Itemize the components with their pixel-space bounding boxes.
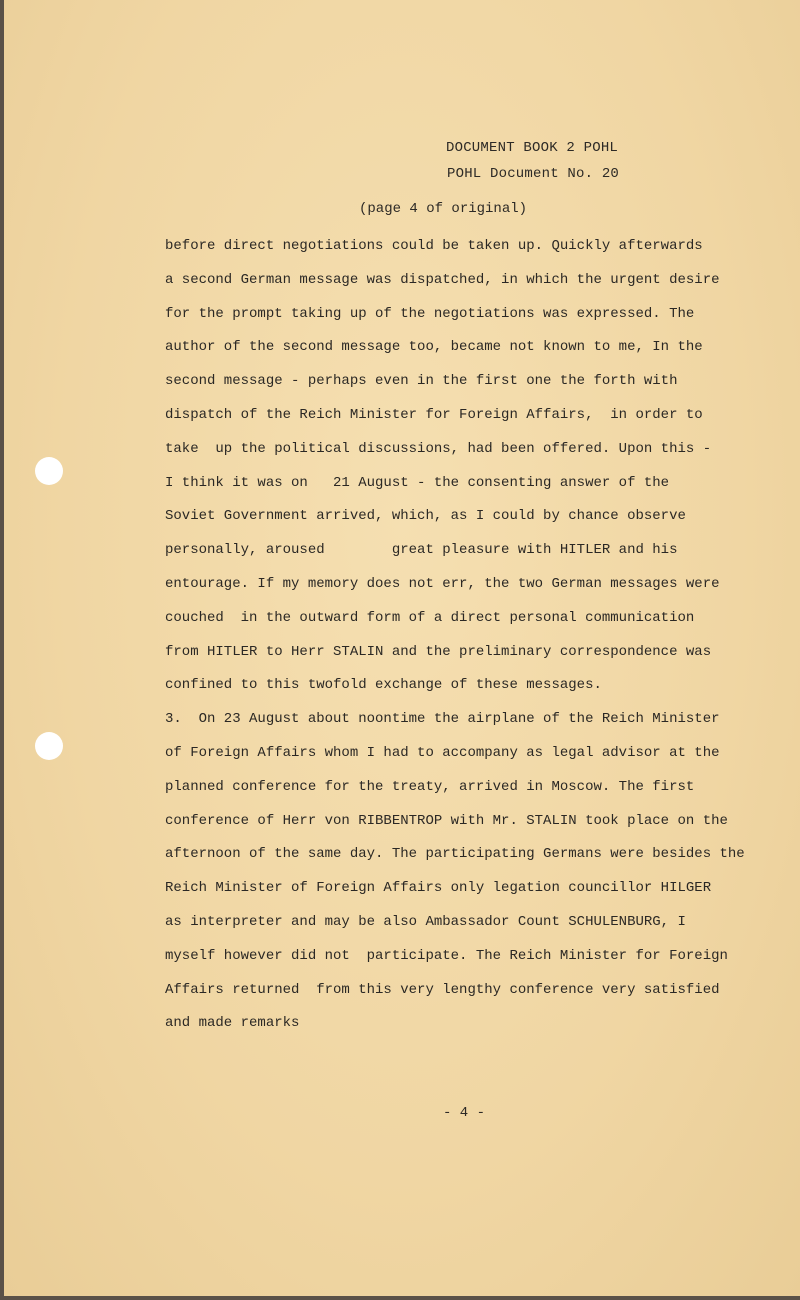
text-line: as interpreter and may be also Ambassador Count SCHULENBURG, I [165, 913, 686, 930]
document-number-label: POHL Document No. 20 [447, 166, 620, 182]
text-line: of Foreign Affairs whom I had to accompany as legal advisor at the [165, 744, 720, 761]
text-line: Reich Minister of Foreign Affairs only legation councillor HILGER [165, 880, 712, 897]
text-line: 3. On 23 August about noontime the airplane of the Reich Minister [165, 711, 720, 728]
text-line: myself however did not participate. The Reich Minister for Foreign [165, 947, 728, 964]
text-line: planned conference for the treaty, arrived in Moscow. The first [165, 778, 695, 795]
text-line: Affairs returned from this very lengthy conference very satisfied [165, 981, 720, 998]
document-book-label: DOCUMENT BOOK 2 POHL [446, 140, 619, 156]
text-line: couched in the outward form of a direct personal communication [165, 609, 695, 626]
text-line: from HITLER to Herr STALIN and the preliminary correspondence was [165, 643, 712, 660]
document-page [4, 0, 800, 1296]
text-line: I think it was on 21 August - the consenting answer of the [165, 474, 670, 491]
punch-hole [35, 457, 63, 485]
text-line: confined to this twofold exchange of these messages. [165, 677, 602, 694]
text-line: entourage. If my memory does not err, the two German messages were [165, 575, 720, 592]
text-line: for the prompt taking up of the negotiations was expressed. The [165, 305, 695, 322]
text-line: author of the second message too, became not known to me, In the [165, 339, 703, 356]
text-line: conference of Herr von RIBBENTROP with Mr. STALIN took place on the [165, 812, 728, 829]
text-line: dispatch of the Reich Minister for Foreign Affairs, in order to [165, 406, 703, 423]
text-line: and made remarks [165, 1015, 300, 1032]
text-line: personally, aroused great pleasure with HITLER and his [165, 542, 678, 559]
text-line: take up the political discussions, had been offered. Upon this - [165, 440, 712, 457]
text-line: second message - perhaps even in the first one the forth with [165, 373, 678, 390]
original-page-note: (page 4 of original) [359, 201, 528, 217]
text-line: before direct negotiations could be taken up. Quickly afterwards [165, 238, 703, 254]
body-text [165, 230, 765, 1041]
text-line: Soviet Government arrived, which, as I could by chance observe [165, 508, 686, 525]
page-number: - 4 - [443, 1105, 486, 1121]
text-line: afternoon of the same day. The participating Germans were besides the [165, 846, 745, 863]
punch-hole [35, 732, 63, 760]
text-line: a second German message was dispatched, in which the urgent desire [165, 271, 720, 288]
